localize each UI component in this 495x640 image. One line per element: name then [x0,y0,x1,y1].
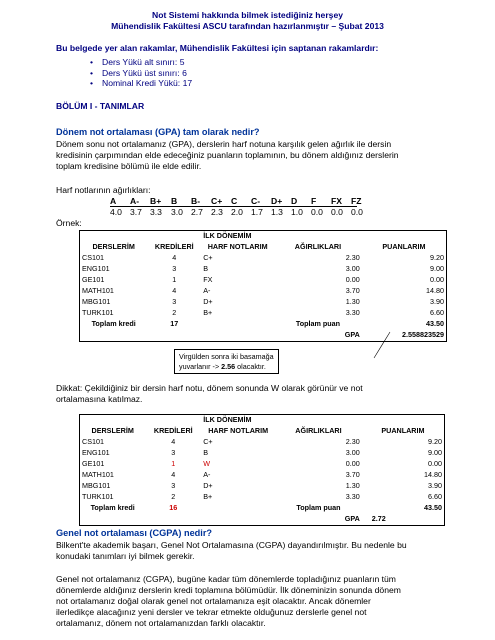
cell-weight: 3.00 [345,448,360,458]
grade-letter: FZ [351,196,362,206]
cell-course: MBG101 [80,297,148,308]
cell-points: 3.90 [362,297,447,308]
total-credit-label: Toplam kredi [80,319,148,330]
cell-points: 9.00 [362,448,445,459]
weights-label: Harf notlarının ağırlıkları: [56,185,151,195]
col-header: HARF NOTLARIM [208,426,269,436]
cell-points: 0.00 [362,459,445,470]
cell-points: 14.80 [362,470,445,481]
grade-letter: C [231,196,238,206]
cell-points: 9.20 [362,437,445,448]
grade-letter: F [311,196,317,206]
gpa-def-line-3: toplam kredisine bölümü ile elde edilir. [56,161,202,171]
callout-pointer-icon [372,330,392,360]
grade-weight: 0.0 [331,207,343,217]
cgpa-def-line-1: Genel not ortalamanız (CGPA), bugüne kadar tüm dönemlerde topladığınız puanların tüm [56,574,396,584]
cell-weight: 3.30 [345,308,360,318]
gpa-value: 2.558823529 [362,330,447,342]
col-header: HARF NOTLARIM [207,242,268,252]
cell-grade: W [203,459,211,469]
cell-credit: 2 [172,308,177,318]
cell-grade: B+ [203,492,213,502]
total-points: 43.50 [362,319,447,330]
grade-letter: B- [191,196,201,206]
doc-title-2: Mühendislik Fakültesi ASCU tarafından hazırlanmıştır – Şubat 2013 [111,21,384,31]
grade-weight: 1.7 [251,207,263,217]
table-caption: İLK DÖNEMİM [201,231,274,243]
cgpa-question: Genel not ortalaması (CGPA) nedir? [56,528,213,538]
gpa-question: Dönem not ortalaması (GPA) tam olarak nedir? [56,127,260,137]
total-points: 43.50 [362,503,445,514]
cgpa-def-line-3: not ortalamanız doğal olarak genel not ortalamanıza eşit olacaktır. Ancak dönemler [56,596,371,606]
cell-course: MBG101 [80,481,146,492]
cell-course: GE101 [80,275,148,286]
cell-grade: D+ [203,481,213,491]
cell-weight: 3.00 [345,264,360,274]
cell-course: GE101 [80,459,146,470]
callout-line-1: Virgülden sonra iki basamağa [179,352,274,361]
cgpa-def-line-4: ilerledikçe alacağınız yeni dersler ve tekrar etmekte olduğunuz derslerle genel not [56,607,367,617]
cell-weight: 2.30 [345,437,360,447]
grade-letter: B [171,196,178,206]
cell-grade: B+ [203,308,213,318]
grade-weight: 2.0 [231,207,243,217]
cell-points: 6.60 [362,308,447,319]
cell-weight: 0.00 [345,275,360,285]
col-header: DERSLERİM [80,242,148,253]
table-caption: İLK DÖNEMİM [201,415,275,427]
grade-weight: 3.3 [150,207,162,217]
grade-letter: B+ [150,196,162,206]
note-line-2: ortalamasına katılmaz. [56,394,143,404]
total-points-label: Toplam puan [296,503,341,513]
cgpa-def-line-5: ortalamanız, dönem not ortalamanızdan farklı olacaktır. [56,618,266,628]
grade-letters-row [110,196,371,206]
grade-weight: 4.0 [110,207,122,217]
grade-weight: 3.0 [171,207,183,217]
gpa-value: 2.72 [362,514,445,526]
rounding-callout [174,349,279,374]
cell-grade: D+ [203,297,213,307]
table-row [80,264,447,275]
table-row [80,470,445,481]
section1-heading: BÖLÜM I - TANIMLAR [56,101,145,111]
table-row [80,308,447,319]
gpa-def-line-2: kredisinin çarpımından elde edeceğiniz puanların toplamının, bu dönem aldığınız derslerin [56,150,399,160]
cell-weight: 3.30 [345,492,360,502]
gpa-label: GPA [274,330,362,342]
grade-letter: A [110,196,117,206]
table-row [80,492,445,503]
cgpa-def-line-2: dönemlerde aldığınız derslerin kredi toplamına bölümüdür. İlk döneminizin sonunda dönem [56,585,401,595]
cell-points: 0.00 [362,275,447,286]
table-row [80,437,445,448]
cell-credit: 3 [172,264,177,274]
grade-weight: 0.0 [351,207,363,217]
cell-course: TURK101 [80,492,146,503]
col-header: PUANLARIM [362,242,447,253]
cell-points: 6.60 [362,492,445,503]
col-header: DERSLERİM [80,426,146,437]
intro-heading: Bu belgede yer alan rakamlar, Mühendislik Fakültesi için saptanan rakamlardır: [56,43,379,53]
cell-course: TURK101 [80,308,148,319]
cell-course: CS101 [80,437,146,448]
example-label: Örnek: [56,218,82,228]
callout-rounded-gpa: 2.56 [221,361,236,371]
bullet-item: • Ders Yükü üst sınırı: 6 [82,68,192,79]
cell-course: ENG101 [80,448,146,459]
cell-grade: B [203,264,209,274]
grade-letter: A- [130,196,140,206]
note-line-1: Dikkat: Çekildiğiniz bir dersin harf notu, dönem sonunda W olarak görünür ve not [56,383,363,393]
cell-points: 3.90 [362,481,445,492]
total-credit: 17 [170,319,179,329]
table-row [80,275,447,286]
cgpa-intro-line-2: konudaki tanımları iyi bilmek gerekir. [56,551,195,561]
total-credit: 16 [169,503,178,513]
table-row [80,253,447,264]
grade-letter: D [291,196,298,206]
cell-weight: 0.00 [345,459,360,469]
col-header: AĞIRLIKLARI [294,242,342,252]
grade-letter: D+ [271,196,283,206]
col-header: AĞIRLIKLARI [295,426,342,436]
cell-credit: 4 [171,437,176,447]
grade-letter: FX [331,196,342,206]
cell-weight: 3.70 [345,286,360,296]
callout-line-2: yuvarlanır -> 2.56 olacaktır. [179,361,266,371]
doc-title-1: Not Sistemi hakkında bilmek istediğiniz herşey [151,10,344,20]
cell-course: MATH101 [80,286,148,297]
cell-credit: 1 [172,275,177,285]
table-row [80,286,447,297]
grade-weight: 2.3 [211,207,223,217]
cell-grade: C+ [203,437,213,447]
col-header: KREDİLERİ [154,242,194,252]
cell-grade: B [203,448,209,458]
cell-course: MATH101 [80,470,146,481]
cell-weight: 3.70 [345,470,360,480]
cell-course: CS101 [80,253,148,264]
col-header: KREDİLERİ [153,426,193,436]
bullet-item: • Ders Yükü alt sınırı: 5 [82,57,192,68]
grade-weight: 0.0 [311,207,323,217]
cell-weight: 1.30 [345,297,360,307]
table-row [80,297,447,308]
cell-credit: 3 [171,481,176,491]
grade-weight: 1.3 [271,207,283,217]
cell-credit: 1 [171,459,176,469]
gpa-def-line-1: Dönem sonu not ortalamanız (GPA), derslerin harf notuna karşılık gelen ağırlık ile dersin [56,139,392,149]
cell-points: 14.80 [362,286,447,297]
table-row [80,459,445,470]
grade-weights-row [110,207,371,217]
total-points-label: Toplam puan [295,319,341,329]
table-row [80,481,445,492]
grade-weight: 3.7 [130,207,142,217]
cell-credit: 3 [171,448,176,458]
cell-credit: 4 [171,470,176,480]
cell-grade: FX [203,275,213,285]
cell-points: 9.20 [362,253,447,264]
cell-weight: 2.30 [345,253,360,263]
cell-grade: A- [203,286,211,296]
col-header: PUANLARIM [362,426,445,437]
total-credit-label: Toplam kredi [80,503,146,514]
grade-letter: C- [251,196,261,206]
grade-weight: 2.7 [191,207,203,217]
cell-credit: 3 [172,297,177,307]
withdraw-example-table [79,414,445,526]
cell-credit: 2 [171,492,176,502]
gpa-example-table [79,230,447,342]
gpa-label: GPA [275,514,362,526]
cell-points: 9.00 [362,264,447,275]
cgpa-intro-line-1: Bilkent'te akademik başarı, Genel Not Ortalamasına (CGPA) dayandırılmıştır. Bu nedenle bu [56,540,407,550]
intro-bullet-list [82,57,192,89]
cell-credit: 4 [172,253,177,263]
grade-letter: C+ [211,196,223,206]
bullet-item: • Nominal Kredi Yükü: 17 [82,78,192,89]
cell-course: ENG101 [80,264,148,275]
cell-weight: 1.30 [345,481,360,491]
table-row [80,448,445,459]
cell-credit: 4 [172,286,177,296]
grade-weight: 1.0 [291,207,303,217]
cell-grade: A- [203,470,211,480]
cell-grade: C+ [203,253,213,263]
